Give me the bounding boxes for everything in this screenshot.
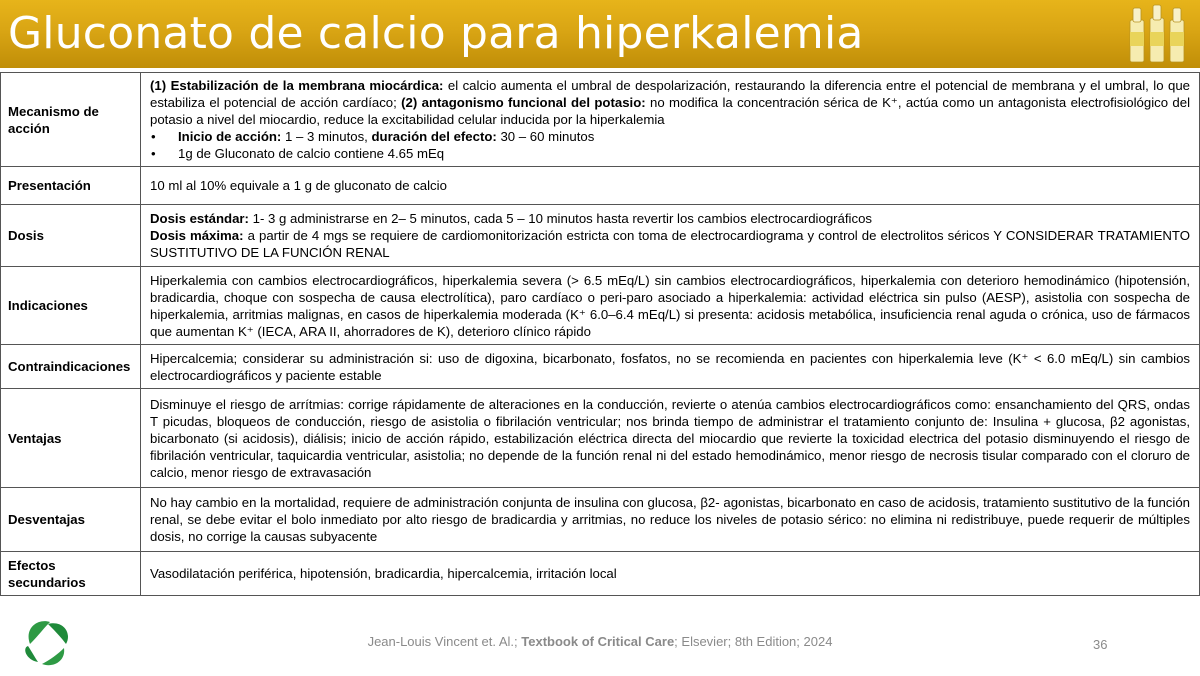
mecanismo-text-2: no modifica la concentración sérica de K⁺, actúa como un antagonista electrofisiológico del potasio a nivel del miocardio, reduce la excitabilidad celular inducida por la hiperkalemia xyxy=(150,95,1191,127)
row-label-desventajas: Desventajas xyxy=(1,488,141,552)
duration-label: duración del efecto: xyxy=(371,129,497,144)
dosis-max-label: Dosis máxima: xyxy=(150,228,244,243)
table-row-efectos xyxy=(1,552,1200,596)
title-bar xyxy=(0,0,1200,68)
list-item: • 1g de Gluconato de calcio contiene 4.65 mEq xyxy=(150,145,1190,162)
mecanismo-bold-1: (1) Estabilización de la membrana miocárdica: xyxy=(150,78,444,93)
dosis-standard-label: Dosis estándar: xyxy=(150,211,249,226)
table-row-ventajas xyxy=(1,389,1200,488)
mecanismo-paragraph xyxy=(150,77,1190,128)
row-label-presentacion: Presentación xyxy=(1,167,141,205)
row-label-indicaciones: Indicaciones xyxy=(1,267,141,345)
table-row-indicaciones xyxy=(1,267,1200,345)
mecanismo-text-1: el calcio aumenta el umbral de despolarización, restaurando la diferencia entre el potencial de membrana y el umbral, lo que estabiliza el potencial de acción cardíaco; xyxy=(150,78,1190,110)
row-label-efectos: Efectos secundarios xyxy=(1,552,141,596)
row-content-desventajas: No hay cambio en la mortalidad, requiere de administración conjunta de insulina con glucosa, β2- agonistas, bicarbonato en caso de acidosis, tratamiento sustitutivo de la función renal, se debe evitar el bolo inmediato por alto riesgo de bradicardia y arritmias, no reduce los niveles de potasio sérico: no elimina ni redistribuye, puede requerir de múltiples dosis, no corrige la causas subyacente xyxy=(141,488,1200,552)
table-row-desventajas xyxy=(1,488,1200,552)
page-title: Gluconato de calcio para hiperkalemia xyxy=(8,8,864,59)
row-content-contraindicaciones: Hipercalcemia; considerar su administración si: uso de digoxina, bicarbonato, fosfatos, no se recomienda en pacientes con hiperkalemia leve (K⁺ < 6.0 mEq/L) sin cambios electrocardiográficos y paciente estable xyxy=(141,345,1200,389)
citation-publisher: ; Elsevier; 8th Edition; 2024 xyxy=(674,634,833,649)
onset-value: 1 – 3 minutos, xyxy=(281,129,372,144)
row-label-mecanismo: Mecanismo de acción xyxy=(1,73,141,167)
row-label-contraindicaciones: Contraindicaciones xyxy=(1,345,141,389)
row-content-efectos: Vasodilatación periférica, hipotensión, bradicardia, hipercalcemia, irritación local xyxy=(141,552,1200,596)
mecanismo-bullet-list xyxy=(150,128,1190,162)
dosis-standard xyxy=(150,210,1190,227)
row-content-presentacion: 10 ml al 10% equivale a 1 g de gluconato de calcio xyxy=(141,167,1200,205)
list-item xyxy=(150,128,1190,145)
dosis-max-text: a partir de 4 mgs se requiere de cardiomonitorización estricta con toma de electrocardiograma y control de electrolitos séricos Y CONSIDERAR TRATAMIENTO SUSTITUTIVO DE LA FUNCIÓN RENAL xyxy=(150,228,1190,260)
duration-value: 30 – 60 minutos xyxy=(496,129,595,144)
table-row-contraindicaciones xyxy=(1,345,1200,389)
dosis-max xyxy=(150,227,1190,261)
dosis-standard-text: 1- 3 g administrarse en 2– 5 minutos, cada 5 – 10 minutos hasta revertir los cambios electrocardiográficos xyxy=(248,211,872,226)
citation-footer xyxy=(0,634,1200,649)
row-content-mecanismo xyxy=(141,73,1200,167)
table-row-mecanismo xyxy=(1,73,1200,167)
mecanismo-bold-2: (2) antagonismo funcional del potasio: xyxy=(401,95,646,110)
table-row-dosis xyxy=(1,205,1200,267)
table-row-presentacion xyxy=(1,167,1200,205)
row-content-indicaciones: Hiperkalemia con cambios electrocardiográficos, hiperkalemia severa (> 6.5 mEq/L) sin cambios electrocardiográficos, hiperkalemia con deterioro hemodinámico (hipotensión, bradicardia, choque con sospecha de causa electrolítica), paro cardíaco o peri-paro asociado a hiperkalemia: actividad eléctrica sin pulso (AESP), asistolia con sospecha de hiperkalemia, arritmias malignas, en casos de hiperkalemia moderada (K⁺ 6.0–6.4 mEq/L) si presenta: acidosis metabólica, insuficiencia renal aguda o crónica, uso de fármacos que aumentan K⁺ (IECA, ARA II, ahorradores de K), deterioro clínico rápido xyxy=(141,267,1200,345)
drug-info-table xyxy=(0,72,1200,596)
row-content-dosis xyxy=(141,205,1200,267)
row-label-dosis: Dosis xyxy=(1,205,141,267)
citation-book: Textbook of Critical Care xyxy=(521,634,675,649)
row-label-ventajas: Ventajas xyxy=(1,389,141,488)
ampoules-icon xyxy=(1124,2,1190,66)
onset-label: Inicio de acción: xyxy=(178,129,282,144)
citation-author: Jean-Louis Vincent et. Al.; xyxy=(367,634,522,649)
page-number: 36 xyxy=(1093,637,1108,652)
row-content-ventajas: Disminuye el riesgo de arrítmias: corrige rápidamente de alteraciones en la conducción, revierte o atenúa cambios electrocardiográficos como: ensanchamiento del QRS, ondas T picudas, bloqueos de conducción, riesgo de asistolia o fibrilación ventricular; nos brinda tiempo de administrar el tratamiento conjunto de: Insulina + glucosa, β2 agonistas, bicarbonato (si acidosis), diálisis; inicio de acción rápido, estabilización eléctrica directa del miocardio que revierte la toxicidad electrica del potasio disminuyendo el riesgo de fibrilación ventricular, taquicardia ventricular, asistolia; no depende de la función renal ni del estado hemodinámico, menor riesgo de necrosis tisular comparado con el cloruro de calcio, menor riesgo de extravasación xyxy=(141,389,1200,488)
